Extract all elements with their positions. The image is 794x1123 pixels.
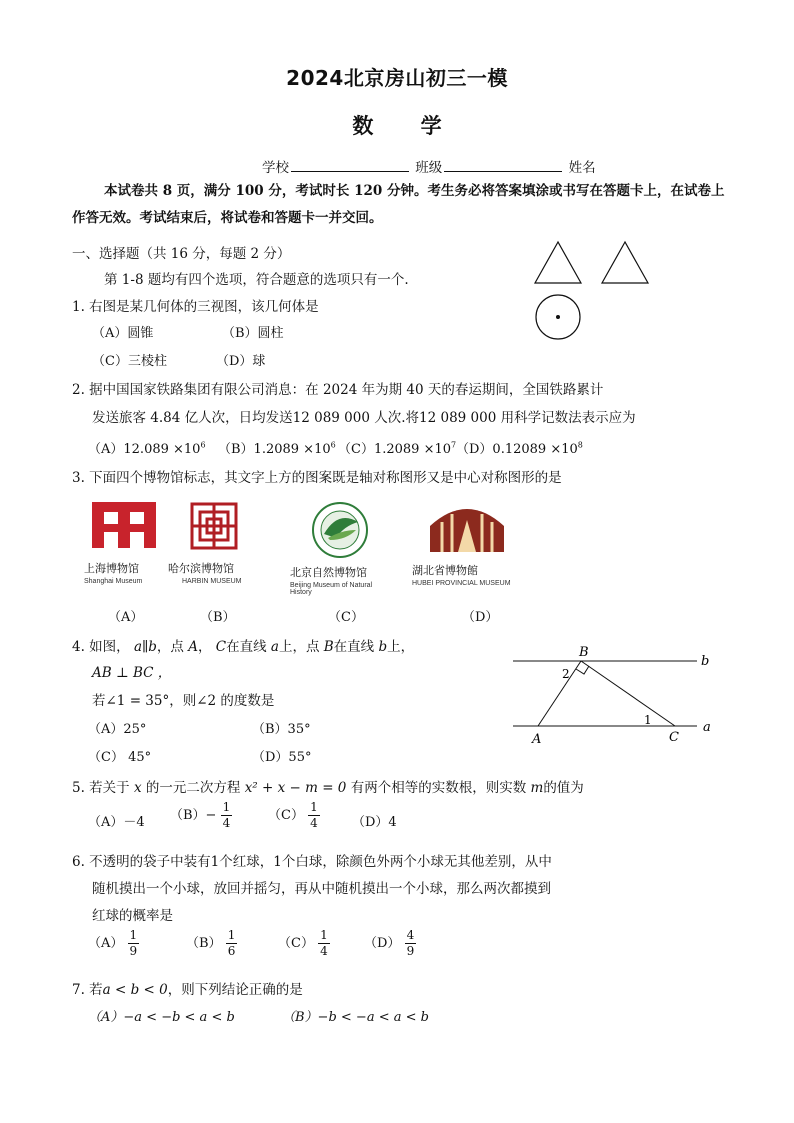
label-line-b: b (701, 654, 710, 669)
q4-point-c: C (215, 639, 227, 655)
q6-b-num: 1 (227, 928, 236, 942)
q4-option-b[interactable]: （B）35° (252, 722, 311, 737)
q5-option-d[interactable]: （D）4 (352, 815, 397, 830)
label-angle-1: 1 (644, 713, 652, 727)
q4-text-2: 上，点 (278, 639, 320, 655)
name-label: 姓名 (568, 160, 596, 176)
shanghai-museum-emblem-icon (84, 500, 164, 552)
logo-d-text: 湖北省博物館 (412, 564, 478, 577)
school-label: 学校 (262, 160, 289, 176)
q6-c-fraction (318, 928, 330, 959)
q2-d-text: （D）0.12089 ×10 (456, 442, 578, 457)
q7-pre: 7. 若 (72, 982, 103, 998)
q6-b-fraction (226, 928, 238, 959)
side-view-triangle (602, 242, 648, 283)
q5-stem (72, 776, 584, 796)
q4-prefix: 4. 如图， (72, 639, 130, 655)
q2-line-2: 发送旅客 4.84 亿人次，日均发送12 089 000 人次.将12 089 000 用科学记数法表示应为 (92, 410, 636, 426)
q5-var-m: m (530, 780, 544, 796)
q2-option-d[interactable] (456, 438, 583, 457)
right-angle-mark (576, 666, 589, 674)
q6-c-label: （C） (278, 936, 314, 951)
segment-ab (538, 661, 581, 726)
q6-b-label: （B） (186, 936, 222, 951)
q6-option-d[interactable] (364, 928, 416, 959)
q7-condition: a < b < 0 (102, 982, 168, 998)
q7-option-b[interactable]: （B）−b < −a < a < b (282, 1010, 429, 1025)
q4-comma: ， (197, 639, 212, 655)
q6-d-label: （D） (364, 936, 401, 951)
q6-a-fraction (128, 928, 140, 959)
q6-option-a[interactable] (88, 928, 139, 959)
beijing-natural-history-emblem-icon (290, 500, 390, 560)
q5-c-den: 4 (310, 816, 318, 830)
q4-line-b: b (378, 639, 388, 655)
q1-option-c[interactable]: （C）三棱柱 (92, 354, 167, 369)
q6-b-den: 6 (227, 944, 236, 958)
section-note: 第 1-8 题均有四个选项，符合题意的选项只有一个. (104, 272, 409, 288)
q5-b-label: （B）− (170, 808, 217, 823)
label-line-a: a (703, 720, 711, 735)
q4-line-1 (72, 635, 414, 655)
q6-c-num: 1 (320, 928, 328, 942)
q4-point-b: B (323, 639, 334, 655)
q4-geometry-figure (505, 640, 725, 748)
q3-option-d[interactable]: （D） (462, 610, 499, 625)
subject-title: 数 学 (352, 114, 442, 138)
label-point-a: A (532, 732, 542, 747)
q3-option-c[interactable]: （C） (328, 610, 364, 625)
q2-option-b[interactable] (218, 438, 336, 457)
logo-hubei-museum[interactable] (412, 500, 522, 595)
q5-end: 的值为 (543, 780, 584, 796)
q4-line-a: a (270, 639, 279, 655)
student-info-line (262, 156, 596, 176)
q5-option-b[interactable] (170, 800, 232, 831)
logo-b-sub: HARBIN MUSEUM (182, 578, 242, 585)
logo-a-sub: Shanghai Museum (84, 578, 143, 585)
q2-b-exp: 6 (330, 440, 336, 450)
q6-d-fraction (405, 928, 417, 959)
q4-parallel: a∥b (133, 639, 157, 655)
q4-line-2: AB ⊥ BC ， (92, 665, 172, 681)
q5-b-den: 4 (222, 816, 231, 830)
q5-c-fraction (308, 800, 320, 831)
label-angle-2: 2 (562, 667, 570, 681)
q4-option-c[interactable]: （C） 45° (88, 750, 152, 765)
logo-c-sub: Beijing Museum of Natural History (290, 582, 373, 596)
q6-c-den: 4 (320, 944, 328, 958)
q4-option-a[interactable]: （A）25° (88, 722, 147, 737)
q6-line-1: 6. 不透明的袋子中装有1个红球，1个白球，除颜色外两个小球无其他差别，从中 (72, 854, 552, 870)
q6-d-num: 4 (406, 928, 415, 942)
q5-mid: 的一元二次方程 (145, 780, 241, 796)
q6-line-2: 随机摸出一个小球，放回并摇匀，再从中随机摸出一个小球，那么两次都摸到 (92, 881, 551, 897)
q1-stem: 1. 右图是某几何体的三视图，该几何体是 (72, 299, 319, 315)
instructions-line-1: 本试卷共 8 页，满分 100 分，考试时长 120 分钟。考生务必将答案填涂或书写在答题卡上，在试卷上 (104, 183, 725, 199)
q6-option-b[interactable] (186, 928, 237, 959)
exam-title: 2024北京房山初三一模 (286, 66, 508, 90)
q5-equation: x² + x − m = 0 (244, 780, 347, 796)
logo-b-text: 哈尔滨博物馆 (168, 562, 234, 575)
q1-option-d[interactable]: （D）球 (216, 354, 266, 369)
q4-line-3: 若∠1 = 35°，则∠2 的度数是 (92, 693, 275, 709)
q6-option-c[interactable] (278, 928, 330, 959)
q2-line-1: 2. 据中国国家铁路集团有限公司消息：在 2024 年为期 40 天的春运期间，全国铁路累计 (72, 382, 604, 398)
q4-mid: ，点 (156, 639, 184, 655)
instructions-line-2: 作答无效。考试结束后，将试卷和答题卡一并交回。 (72, 210, 383, 226)
logo-d-sub: HUBEI PROVINCIAL MUSEUM (412, 580, 511, 587)
q5-b-num: 1 (222, 800, 231, 814)
q2-option-a[interactable] (88, 438, 206, 457)
logo-harbin-museum[interactable] (168, 500, 268, 595)
q4-option-d[interactable]: （D）55° (252, 750, 312, 765)
q1-option-a[interactable]: （A）圆锥 (92, 326, 154, 341)
three-view-figure (530, 238, 660, 350)
hubei-museum-emblem-icon (412, 500, 522, 556)
q3-option-b[interactable]: （B） (200, 610, 236, 625)
class-label: 班级 (415, 160, 443, 176)
segment-bc (581, 661, 675, 726)
q7-option-a[interactable]: （A）−a < −b < a < b (88, 1010, 235, 1025)
front-view-triangle (535, 242, 581, 283)
label-point-b: B (579, 645, 589, 660)
q2-a-text: （A）12.089 ×10 (88, 442, 201, 457)
logo-a-text: 上海博物馆 (84, 562, 139, 575)
q7-stem (72, 978, 303, 998)
q6-a-num: 1 (129, 928, 138, 942)
q6-line-3: 红球的概率是 (92, 908, 173, 924)
section-heading: 一、选择题（共 16 分，每题 2 分） (72, 246, 291, 262)
q2-d-exp: 8 (577, 440, 583, 450)
q5-option-c[interactable] (268, 800, 320, 831)
q2-c-text: （C）1.2089 ×10 (338, 442, 452, 457)
q6-d-den: 9 (406, 944, 415, 958)
q3-option-a[interactable]: （A） (108, 610, 144, 625)
q1-option-b[interactable]: （B）圆柱 (222, 326, 284, 341)
harbin-museum-emblem-icon (168, 500, 268, 552)
logo-shanghai-museum[interactable] (84, 500, 164, 595)
q6-a-label: （A） (88, 936, 124, 951)
q4-text-3: 在直线 (333, 639, 375, 655)
logo-c-text: 北京自然博物馆 (290, 566, 367, 579)
q4-text-4: 上， (387, 639, 415, 655)
q3-stem: 3. 下面四个博物馆标志，其文字上方的图案既是轴对称图形又是中心对称图形的是 (72, 470, 562, 486)
q5-option-a[interactable]: （A）－4 (88, 815, 145, 830)
top-view-center-dot (556, 315, 560, 319)
logo-beijing-natural-history[interactable] (290, 500, 390, 595)
q5-c-num: 1 (310, 800, 318, 814)
school-blank[interactable] (291, 159, 409, 172)
q5-post: 有两个相等的实数根，则实数 (350, 780, 527, 796)
q4-point-a: A (188, 639, 198, 655)
q5-pre: 5. 若关于 (72, 780, 130, 796)
q2-c-exp: 7 (451, 440, 457, 450)
q2-b-text: （B）1.2089 ×10 (218, 442, 331, 457)
q5-b-fraction (221, 800, 233, 831)
q2-a-exp: 6 (200, 440, 206, 450)
class-blank[interactable] (444, 159, 562, 172)
q5-c-label: （C） (268, 808, 304, 823)
label-point-c: C (669, 730, 679, 745)
q2-option-c[interactable] (338, 438, 456, 457)
q6-a-den: 9 (129, 944, 138, 958)
q5-var-x: x (133, 780, 142, 796)
q4-text-1: 在直线 (226, 639, 267, 655)
q7-post: ，则下列结论正确的是 (167, 982, 303, 998)
